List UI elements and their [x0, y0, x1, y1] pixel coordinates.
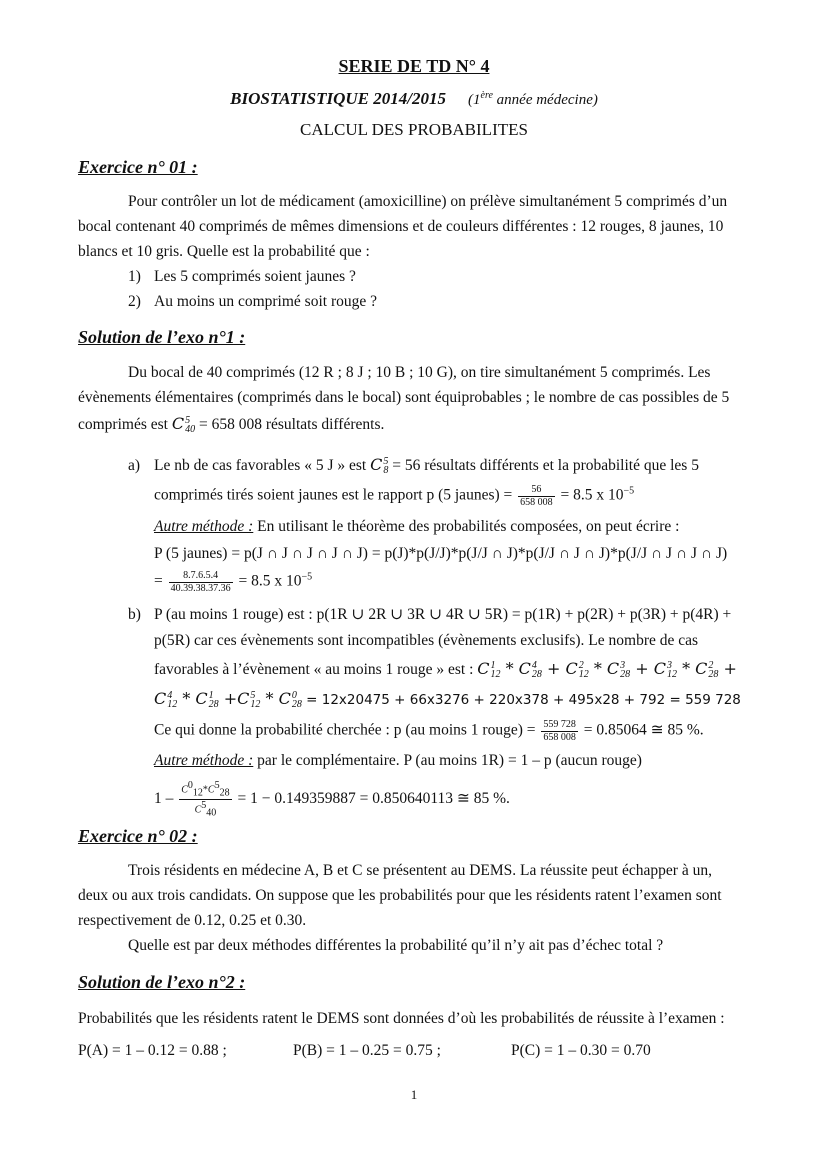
fraction: $\frac{C^0_{12}*C^5_{28}}{C^5_{40}}$	[181, 780, 230, 819]
topic-title: CALCUL DES PROBABILITES	[300, 120, 528, 139]
sol1-part-b-line: Ce qui donne la probabilité cherchée : p (au moins 1 rouge) = $\frac{559 728}{658 008}$ = 0.85064 ≅ 85 %.	[154, 719, 704, 743]
combination-product: C 1 12 * C 4 28	[477, 659, 542, 681]
series-title: SERIE DE TD N° 4	[338, 56, 490, 76]
ex2-paragraph-line: Trois résidents en médecine A, B et C se présentent au DEMS. La réussite peut échapper à un,	[128, 862, 712, 879]
exercise-2-heading: Exercice n° 02 :	[78, 826, 198, 846]
sol2-probability-b: P(B) = 1 – 0.25 = 0.75 ;	[293, 1042, 441, 1059]
sol2-probability-a: P(A) = 1 – 0.12 = 0.88 ;	[78, 1042, 227, 1059]
other-method-1: Autre méthode : En utilisant le théorème des probabilités composées, on peut écrire :	[154, 518, 680, 535]
solution-2-heading: Solution de l’exo n°2 :	[78, 972, 246, 992]
sol1-paragraph-line: Du bocal de 40 comprimés (12 R ; 8 J ; 10 B ; 10 G), on tire simultanément 5 comprimés. Les	[128, 364, 711, 381]
sol2-paragraph-line: Probabilités que les résidents ratent le DEMS sont données d’où les probabilités de réussite à l’examen :	[78, 1010, 725, 1027]
ex1-paragraph-line: blancs et 10 gris. Quelle est la probabilité que :	[78, 243, 370, 260]
ex2-paragraph-line: deux ou aux trois candidats. On suppose que les probabilités pour que les résidents ratent l’examen sont	[78, 887, 722, 904]
solution-1-heading: Solution de l’exo n°1 :	[78, 327, 246, 347]
sol1-part-a-line: P (5 jaunes) = p(J ∩ J ∩ J ∩ J ∩ J) = p(J)*p(J/J)*p(J/J ∩ J)*p(J/J ∩ J ∩ J)*p(J/J ∩ J ∩ J ∩ J)	[154, 545, 728, 562]
ex2-paragraph-line: respectivement de 0.12, 0.25 et 0.30.	[78, 912, 307, 929]
sol1-part-b-line: favorables à l’évènement « au moins 1 rouge » est : C 1 12 * C 4 28 + C 2 12 * C 3 28 + C 3 12 * C 2 28 +	[154, 659, 737, 681]
sol1-part-b-line: 1 – $\frac{C^0_{12}*C^5_{28}}{C^5_{40}}$ = 1 − 0.149359887 = 0.850640113 ≅ 85 %.	[154, 780, 510, 819]
sol1-paragraph-line: évènements élémentaires (comprimés dans le bocal) sont équiprobables ; le nombre de cas possibles de 5	[78, 389, 730, 406]
ex1-question-2: 2) Au moins un comprimé soit rouge ?	[128, 293, 377, 310]
sol1-part-b-line: C 4 12 * C 1 28 +C 5 12 * C 0 28 = 12x20475 + 66x3276 + 220x378 + 495x28 + 792 = 559 728	[154, 689, 741, 711]
combination-product: C 4 12 * C 1 28	[154, 689, 219, 711]
ex1-paragraph-line: Pour contrôler un lot de médicament (amoxicilline) on prélève simultanément 5 comprimés d’un	[128, 193, 728, 210]
sol1-paragraph-line: comprimés est C 5 40 = 658 008 résultats différents.	[78, 414, 385, 436]
course-subtitle	[0, 89, 828, 109]
combination-terms	[477, 659, 719, 681]
combination-product: +C 5 12 * C 0 28	[218, 689, 302, 711]
ex1-paragraph-line: bocal contenant 40 comprimés de mêmes dimensions et de couleurs différentes : 12 rouges, 8 jaunes, 10	[78, 218, 724, 235]
sol1-part-a-line: = $\frac{8.7.6.5.4}{40.39.38.37.36}$ = 8.5 x $10^{-5}$	[154, 570, 313, 594]
fraction: $\frac{8.7.6.5.4}{40.39.38.37.36}$	[170, 570, 231, 594]
year-note: (1ère année médecine)	[468, 90, 598, 108]
fraction: $\frac{559 728}{658 008}$	[543, 719, 576, 743]
ex2-question: Quelle est par deux méthodes différentes la probabilité qu’il n’y ait pas d’échec total ?	[128, 937, 664, 954]
sol1-part-a-line: comprimés tirés soient jaunes est le rapport p (5 jaunes) = $\frac{56}{658 008}$ = 8.5 x $10^{-5}$	[154, 484, 635, 508]
combination-product: + C 3 12 * C 2 28	[630, 659, 719, 681]
other-method-2: Autre méthode : par le complémentaire. P (au moins 1R) = 1 – p (aucun rouge)	[154, 752, 642, 769]
combination-product: + C 2 12 * C 3 28	[541, 659, 631, 681]
fraction: $\frac{56}{658 008}$	[520, 484, 553, 508]
ex1-question-1: 1) Les 5 comprimés soient jaunes ?	[128, 268, 356, 285]
sol1-part-b-line: p(5R) car ces évènements sont incompatibles (évènements exclusifs). Le nombre de cas	[154, 632, 699, 649]
sol1-part-b-line: b) P (au moins 1 rouge) est : p(1R ∪ 2R ∪ 3R ∪ 4R ∪ 5R) = p(1R) + p(2R) + p(3R) + p(4R) +	[128, 606, 732, 623]
course-name: BIOSTATISTIQUE 2014/2015	[230, 89, 446, 108]
combination-terms	[154, 689, 302, 711]
exercise-1-heading: Exercice n° 01 :	[78, 157, 198, 177]
page-number: 1	[410, 1087, 418, 1102]
sol1-part-a-line: a) Le nb de cas favorables « 5 J » est C 5 8 = 56 résultats différents et la probabilité que les 5	[128, 455, 699, 477]
sol2-probability-c: P(C) = 1 – 0.30 = 0.70	[511, 1042, 651, 1059]
